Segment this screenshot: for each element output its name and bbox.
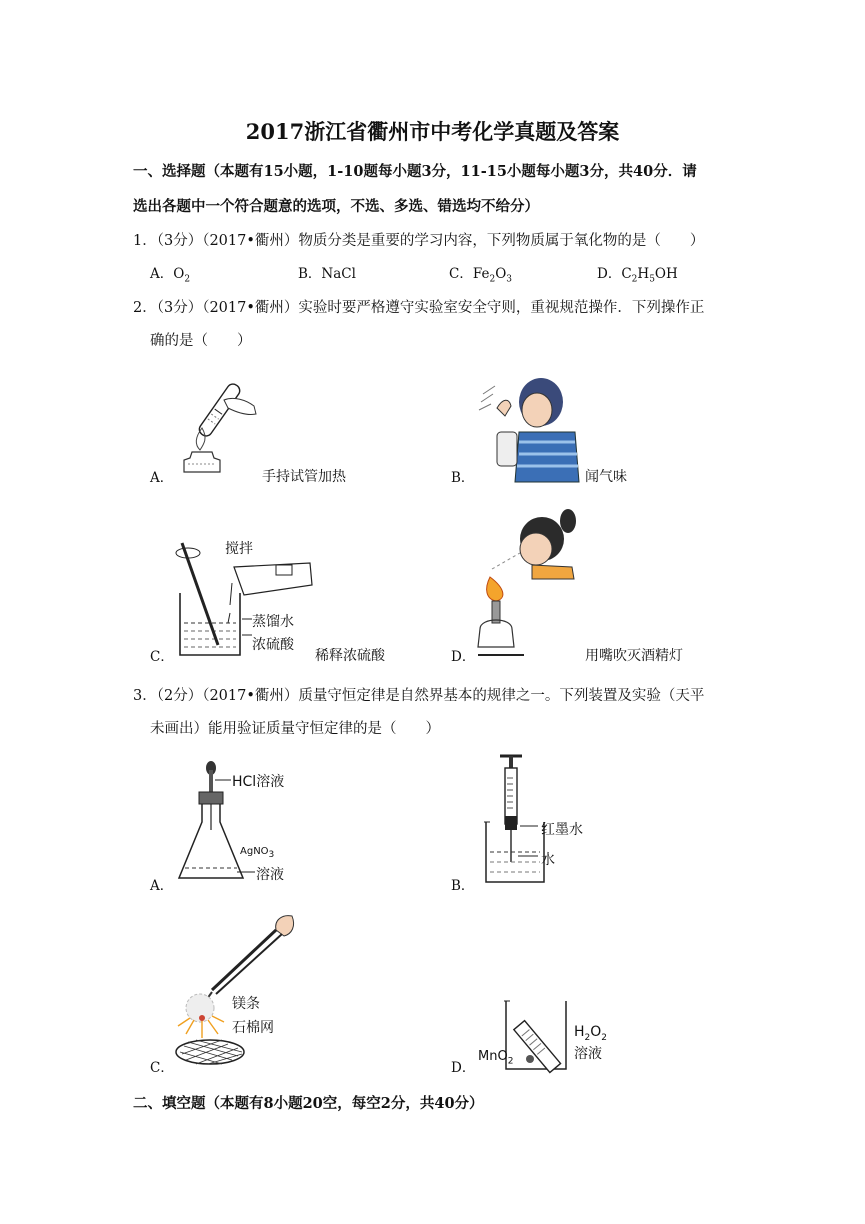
q1-option-c-label: C． <box>449 266 473 282</box>
q3-d-label-mno2-text: MnO <box>478 1049 508 1064</box>
q3-d-label-solution: 溶液 <box>574 1046 602 1062</box>
q1-option-a-label: A． <box>150 266 174 282</box>
q3-d-label-h2o2-sub1: 2 <box>584 1032 591 1043</box>
q3-a-label-solution: 溶液 <box>256 867 284 883</box>
q3-c-label-mg: 镁条 <box>232 996 260 1012</box>
q3-a-label-agno3 <box>240 846 274 860</box>
q1-option-b-label: B． <box>298 266 322 282</box>
q3-option-c-label: C． <box>150 1060 174 1076</box>
question-3-stem-line2: 未画出）能用验证质量守恒定律的是（ ） <box>150 721 440 737</box>
q3-a-label-hcl: HCl溶液 <box>232 774 285 790</box>
q1-option-a-text: O <box>173 266 185 282</box>
q3-d-label-h2o2-h: H <box>574 1024 585 1040</box>
q2-a-figure <box>172 378 262 483</box>
q3-option-d-label: D． <box>451 1060 476 1076</box>
q3-option-b-label: B． <box>451 878 475 894</box>
q2-option-c-label: C． <box>150 649 174 665</box>
q1-option-c-text2: O <box>495 266 507 282</box>
q1-option-c-sub2: 3 <box>506 274 513 285</box>
page-title: 2017浙江省衢州市中考化学真题及答案 <box>245 119 620 144</box>
q1-option-d <box>597 262 678 285</box>
q3-d-label-mno2 <box>478 1049 513 1067</box>
q3-option-a-label: A． <box>150 878 174 894</box>
section-1-heading-line2: 选出各题中一个符合题意的选项，不选、多选、错选均不给分） <box>133 198 539 215</box>
q3-c-label-gauze: 石棉网 <box>232 1020 274 1036</box>
q2-c-label-stir: 搅拌 <box>225 541 253 557</box>
q1-option-c <box>449 262 512 285</box>
q1-option-d-label: D． <box>597 266 622 282</box>
q3-d-label-mno2-sub: 2 <box>507 1056 514 1067</box>
q2-option-d-caption: 用嘴吹灭酒精灯 <box>585 648 683 664</box>
q2-option-b-label: B． <box>451 470 475 486</box>
q1-option-a-sub: 2 <box>184 274 191 285</box>
q1-option-d-sub: 2 <box>631 274 638 285</box>
section-2-heading: 二、填空题（本题有8小题20空，每空2分，共40分） <box>133 1095 484 1112</box>
q1-option-d-text3: OH <box>654 266 678 282</box>
q2-b-figure <box>475 372 585 482</box>
q3-b-label-water: 水 <box>541 852 555 868</box>
question-2-stem-line1: 2．（3分）（2017•衢州）实验时要严格遵守实验室安全守则，重视规范操作．下列操作正 <box>133 300 705 316</box>
q2-c-label-acid: 浓硫酸 <box>252 637 294 653</box>
q2-option-c-caption: 稀释浓硫酸 <box>315 648 385 664</box>
q1-option-b-text: NaCl <box>321 266 356 282</box>
q2-d-figure <box>476 505 586 660</box>
q1-option-d-text2: H <box>637 266 650 282</box>
q1-option-c-text: Fe <box>472 266 490 282</box>
q1-option-a <box>150 262 190 285</box>
section-1-heading-line1: 一、选择题（本题有15小题，1-10题每小题3分，11-15小题每小题3分，共40分．请 <box>133 163 697 180</box>
q2-option-b-caption: 闻气味 <box>585 469 627 485</box>
q3-d-label-h2o2-sub2: 2 <box>601 1032 608 1043</box>
q3-d-label-h2o2-o: O <box>590 1024 602 1040</box>
q2-option-a-caption: 手持试管加热 <box>262 469 346 485</box>
q3-b-label-ink: 红墨水 <box>541 822 583 838</box>
q3-a-label-agno3-sub: 3 <box>268 850 275 860</box>
q1-option-c-sub: 2 <box>489 274 496 285</box>
q1-option-b <box>298 262 356 282</box>
question-3-stem-line1: 3．（2分）（2017•衢州）质量守恒定律是自然界基本的规律之一。下列装置及实验（天平 <box>133 688 705 704</box>
q3-c-figure <box>172 910 302 1070</box>
q1-option-d-text: C <box>621 266 632 282</box>
q2-option-d-label: D． <box>451 649 476 665</box>
q1-option-d-sub2: 5 <box>649 274 655 285</box>
q3-d-label-h2o2 <box>574 1024 607 1043</box>
q2-c-label-water: 蒸馏水 <box>252 614 294 630</box>
question-1-stem: 1．（3分）（2017•衢州）物质分类是重要的学习内容，下列物质属于氧化物的是（ ） <box>133 233 705 249</box>
question-2-stem-line2: 确的是（ ） <box>150 333 252 349</box>
q3-a-label-agno3-text: AgNO <box>240 846 269 857</box>
q2-option-a-label: A． <box>150 470 174 486</box>
